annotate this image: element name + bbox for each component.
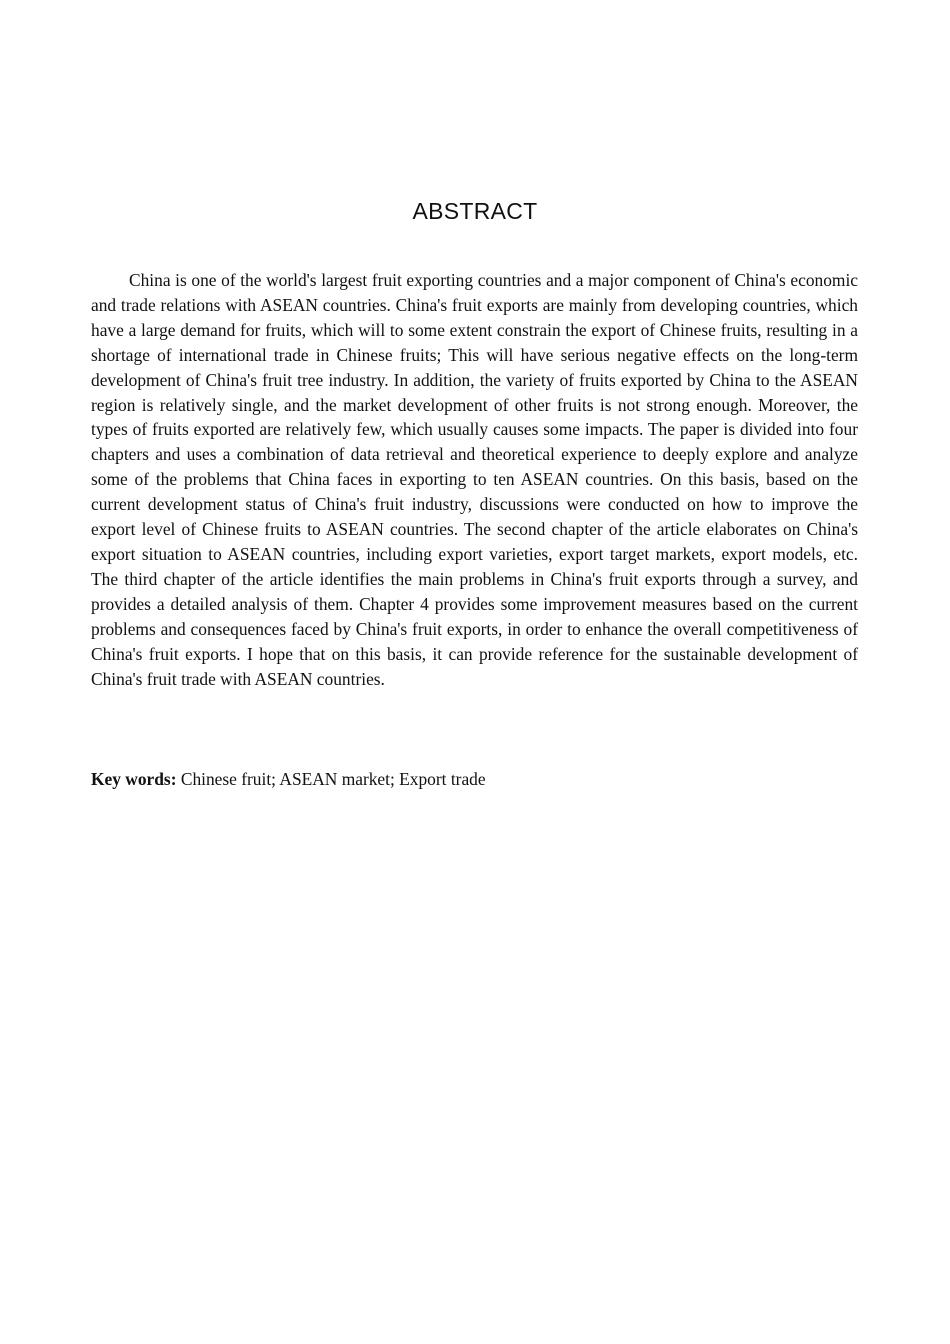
abstract-title: ABSTRACT — [412, 198, 538, 224]
keywords-label: Key words: — [91, 769, 177, 789]
keywords-value: Chinese fruit; ASEAN market; Export trade — [176, 769, 486, 789]
abstract-body-paragraph: China is one of the world's largest fruit exporting countries and a major component of China's economic and trade relations with ASEAN countries. China's fruit exports are mainly from developing countries, which have a large demand for fruits, which will to some extent constrain the export of Chinese fruits, resulting in a shortage of international trade in Chinese fruits; This will have serious negative effects on the long-term development of China's fruit tree industry. In addition, the variety of fruits exported by China to the ASEAN region is relatively single, and the market development of other fruits is not strong enough. Moreover, the types of fruits exported are relatively few, which usually causes some impacts. The paper is divided into four chapters and uses a combination of data retrieval and theoretical experience to deeply explore and analyze some of the problems that China faces in exporting to ten ASEAN countries. On this basis, based on the current development status of China's fruit industry, discussions were conducted on how to improve the export level of Chinese fruits to ASEAN countries. The second chapter of the article elaborates on China's export situation to ASEAN countries, including export varieties, export target markets, export models, etc. The third chapter of the article identifies the main problems in China's fruit exports through a survey, and provides a detailed analysis of them. Chapter 4 provides some improvement measures based on the current problems and consequences faced by China's fruit exports, in order to enhance the overall competitiveness of China's fruit exports. I hope that on this basis, it can provide reference for the sustainable development of China's fruit trade with ASEAN countries. — [91, 270, 858, 689]
keywords-line — [91, 767, 858, 792]
